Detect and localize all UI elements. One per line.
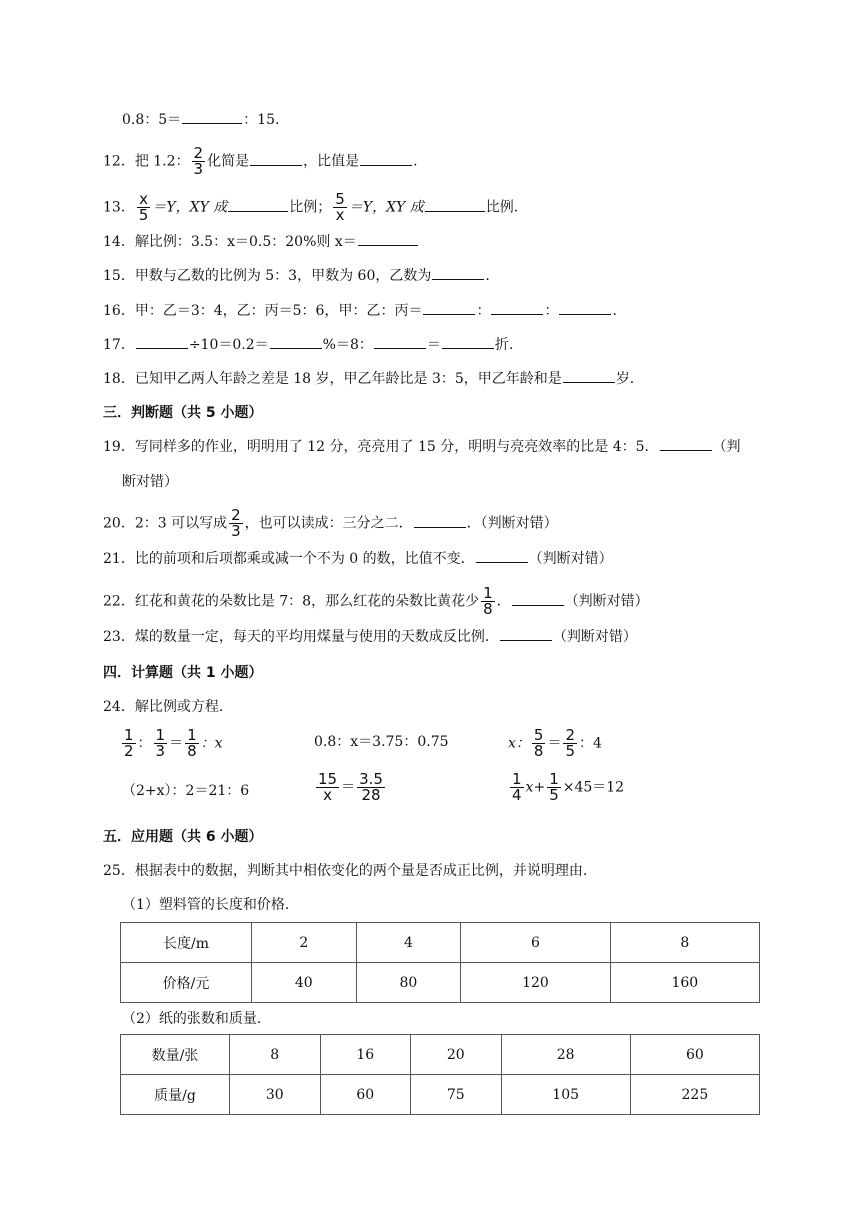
question-number: 19． [103, 439, 135, 455]
question-text: 化简是 [207, 153, 250, 170]
numerator: x [139, 190, 149, 208]
answer-blank[interactable] [559, 300, 611, 315]
question-number: 18． [103, 371, 135, 387]
table-cell: 75 [411, 1075, 502, 1115]
fraction [333, 192, 347, 223]
table-cell: 8 [610, 923, 759, 963]
equation-3 [508, 728, 602, 759]
question-21 [103, 548, 613, 570]
fraction [192, 146, 206, 177]
answer-blank[interactable] [270, 334, 322, 349]
question-23 [103, 626, 637, 648]
question-text: 煤的数量一定，每天的平均用煤量与使用的天数成反比例． [134, 629, 499, 645]
table-cell: 6 [461, 923, 610, 963]
fraction [563, 728, 577, 759]
answer-blank[interactable] [250, 151, 302, 166]
row-header-cell: 质量/g [121, 1075, 230, 1115]
question-text: 已知甲乙两人年龄之差是 18 岁，甲乙年龄比是 3：5，甲乙年龄和是 [134, 371, 562, 387]
question-text: ： [476, 303, 491, 319]
fraction [357, 772, 385, 803]
question-number: 21． [103, 551, 135, 567]
question-text: 写同样多的作业，明明用了 12 分，亮亮用了 15 分，明明与亮亮效率的比是 4：5． [134, 439, 659, 455]
equation-1 [120, 728, 223, 759]
table-cell: 16 [320, 1035, 411, 1075]
fraction [229, 508, 243, 539]
question-text: 解比例：3.5：x＝0.5：20%则 x＝ [134, 234, 357, 250]
question-18 [103, 368, 634, 390]
answer-blank[interactable] [425, 197, 485, 212]
table-cell: 225 [630, 1075, 759, 1115]
fraction [510, 772, 524, 803]
question-text: ÷10＝0.2＝ [188, 337, 269, 353]
question-17 [103, 334, 513, 356]
numerator: 5 [533, 726, 544, 744]
table-row [121, 963, 760, 1003]
answer-blank[interactable] [182, 109, 242, 124]
table-cell: 4 [356, 923, 461, 963]
table-cell: 20 [411, 1035, 502, 1075]
table-row [121, 923, 760, 963]
question-text: . [485, 268, 490, 284]
numerator: 2 [193, 144, 204, 162]
question-number: 14． [103, 234, 135, 250]
equation-text: x： [508, 735, 530, 752]
table-row [121, 1035, 760, 1075]
question-25 [103, 860, 587, 882]
question-text: . [413, 153, 418, 170]
table-cell: 120 [461, 963, 610, 1003]
question-text: （判 [712, 439, 741, 455]
answer-blank[interactable] [660, 436, 712, 451]
denominator: 8 [187, 742, 197, 760]
question-15 [103, 265, 490, 287]
fraction [316, 772, 339, 803]
numerator: 2 [565, 726, 575, 744]
question-text: %＝8： [322, 337, 373, 353]
question-text: ： [544, 303, 559, 319]
question-number: 20． [103, 515, 135, 532]
denominator: 5 [138, 206, 149, 224]
operator: ＝ [547, 735, 562, 752]
sub-question-1: （1）塑料管的长度和价格. [122, 897, 290, 913]
answer-blank[interactable] [442, 334, 494, 349]
fraction [547, 772, 561, 803]
denominator: x [323, 786, 332, 804]
answer-blank[interactable] [358, 231, 418, 246]
question-text: 比例； [289, 199, 332, 216]
question-24 [103, 696, 223, 718]
operator: ＝ [169, 735, 184, 752]
table-cell: 30 [230, 1075, 321, 1115]
answer-blank[interactable] [500, 626, 552, 641]
question-number: 23． [103, 629, 135, 645]
denominator: 4 [512, 786, 522, 804]
question-text: 解比例或方程. [134, 699, 224, 715]
answer-blank[interactable] [228, 197, 288, 212]
question-number: 25． [103, 863, 135, 879]
denominator: 8 [483, 600, 493, 618]
table-paper-count-mass [120, 1034, 760, 1115]
question-text: ． [496, 593, 511, 610]
table-cell: 40 [252, 963, 357, 1003]
question-text: 比例. [485, 199, 519, 216]
question-number: 22． [103, 593, 135, 610]
question-number: 13． [103, 199, 135, 216]
question-text: （判断对错） [528, 551, 613, 567]
equation-2: 0.8：x＝3.75：0.75 [314, 734, 449, 750]
denominator: 2 [124, 742, 134, 760]
answer-blank[interactable] [374, 334, 426, 349]
numerator: 1 [155, 726, 166, 744]
question-text: （判断对错） [552, 629, 637, 645]
question-20 [103, 508, 558, 539]
equation-text: ：4 [579, 735, 602, 752]
numerator: 2 [231, 506, 241, 524]
equation-text: ：x [200, 735, 223, 752]
question-text: 折. [494, 337, 514, 353]
equation-text: x+ [525, 779, 546, 796]
numerator: 1 [512, 770, 522, 788]
denominator: 28 [361, 786, 381, 804]
denominator: 5 [549, 786, 559, 804]
denominator: 3 [231, 522, 241, 540]
equation-text: ×45＝12 [562, 779, 625, 796]
question-text: 把 1.2： [134, 153, 190, 170]
denominator: 8 [533, 742, 544, 760]
fraction [137, 192, 151, 223]
question-text: ＝ [426, 337, 441, 353]
table-pipe-length-price [120, 922, 760, 1003]
fraction [154, 728, 168, 759]
answer-blank[interactable] [563, 368, 615, 383]
question-text: 甲：乙＝3：4，乙：丙＝5：6，甲：乙：丙＝ [134, 303, 423, 319]
question-text: ＝Y，XY 成 [152, 199, 228, 216]
table-cell: 2 [252, 923, 357, 963]
question-number: 17． [103, 337, 135, 353]
question-13 [103, 192, 518, 223]
numerator: 1 [549, 770, 559, 788]
numerator: 1 [483, 584, 493, 602]
denominator: 3 [193, 160, 204, 178]
answer-blank[interactable] [423, 300, 475, 315]
question-14 [103, 231, 419, 253]
row-header-cell: 长度/m [121, 923, 252, 963]
denominator: 3 [155, 742, 166, 760]
question-text: （判断对错） [564, 593, 649, 610]
question-text: . [612, 303, 617, 319]
table-cell: 80 [356, 963, 461, 1003]
numerator: 5 [335, 190, 345, 208]
question-19 [103, 436, 741, 458]
equation-4: （2+x）：2＝21：6 [122, 783, 250, 799]
answer-blank[interactable] [432, 265, 484, 280]
question-number: 24． [103, 699, 135, 715]
section-heading-application: 五．应用题（共 6 小题） [103, 829, 263, 845]
q11-prefix: 0.8：5＝ [122, 112, 182, 128]
answer-blank[interactable] [512, 591, 564, 606]
question-22 [103, 586, 649, 617]
question-text: 2：3 可以写成 [134, 515, 228, 532]
question-12 [103, 146, 418, 177]
numerator: 3.5 [359, 770, 383, 788]
table-cell: 105 [501, 1075, 630, 1115]
fraction [532, 728, 546, 759]
question-text: ，比值是 [303, 153, 360, 170]
operator: ： [137, 735, 152, 752]
equation-6 [508, 772, 624, 803]
denominator: x [335, 206, 345, 224]
table-cell: 60 [630, 1035, 759, 1075]
question-text: 岁. [615, 371, 635, 387]
section-heading-calculation: 四．计算题（共 1 小题） [103, 665, 263, 681]
table-cell: 8 [230, 1035, 321, 1075]
table-cell: 160 [610, 963, 759, 1003]
question-text: 甲数与乙数的比例为 5：3，甲数为 60，乙数为 [134, 268, 432, 284]
sub-question-2: （2）纸的张数和质量. [122, 1011, 262, 1027]
question-text: 比的前项和后项都乘或减一个不为 0 的数，比值不变． [134, 551, 475, 567]
denominator: 5 [565, 742, 575, 760]
question-text: ＝Y，XY 成 [348, 199, 424, 216]
question-number: 16． [103, 303, 135, 319]
answer-blank[interactable] [136, 334, 188, 349]
question-text: 根据表中的数据，判断其中相依变化的两个量是否成正比例，并说明理由. [134, 863, 588, 879]
question-number: 12． [103, 153, 135, 170]
question-number: 15． [103, 268, 135, 284]
row-header-cell: 价格/元 [121, 963, 252, 1003]
q11-continuation [122, 109, 279, 131]
section-heading-judgement: 三．判断题（共 5 小题） [103, 405, 263, 421]
fraction [481, 586, 495, 617]
question-16 [103, 300, 617, 322]
table-cell: 60 [320, 1075, 411, 1115]
table-row [121, 1075, 760, 1115]
fraction [185, 728, 199, 759]
row-header-cell: 数量/张 [121, 1035, 230, 1075]
fraction [122, 728, 136, 759]
numerator: 15 [318, 770, 338, 788]
operator: ＝ [341, 779, 356, 796]
answer-blank[interactable] [414, 513, 466, 528]
equation-5 [314, 772, 387, 803]
question-text: ．（判断对错） [466, 515, 558, 532]
answer-blank[interactable] [360, 151, 412, 166]
answer-blank[interactable] [476, 548, 528, 563]
question-text: ，也可以读成：三分之二． [244, 515, 413, 532]
table-cell: 28 [501, 1035, 630, 1075]
answer-blank[interactable] [491, 300, 543, 315]
numerator: 1 [187, 726, 197, 744]
question-text: 红花和黄花的朵数比是 7：8，那么红花的朵数比黄花少 [134, 593, 480, 610]
question-19-continuation: 断对错） [122, 474, 178, 490]
q11-suffix: ：15. [243, 112, 280, 128]
numerator: 1 [124, 726, 134, 744]
